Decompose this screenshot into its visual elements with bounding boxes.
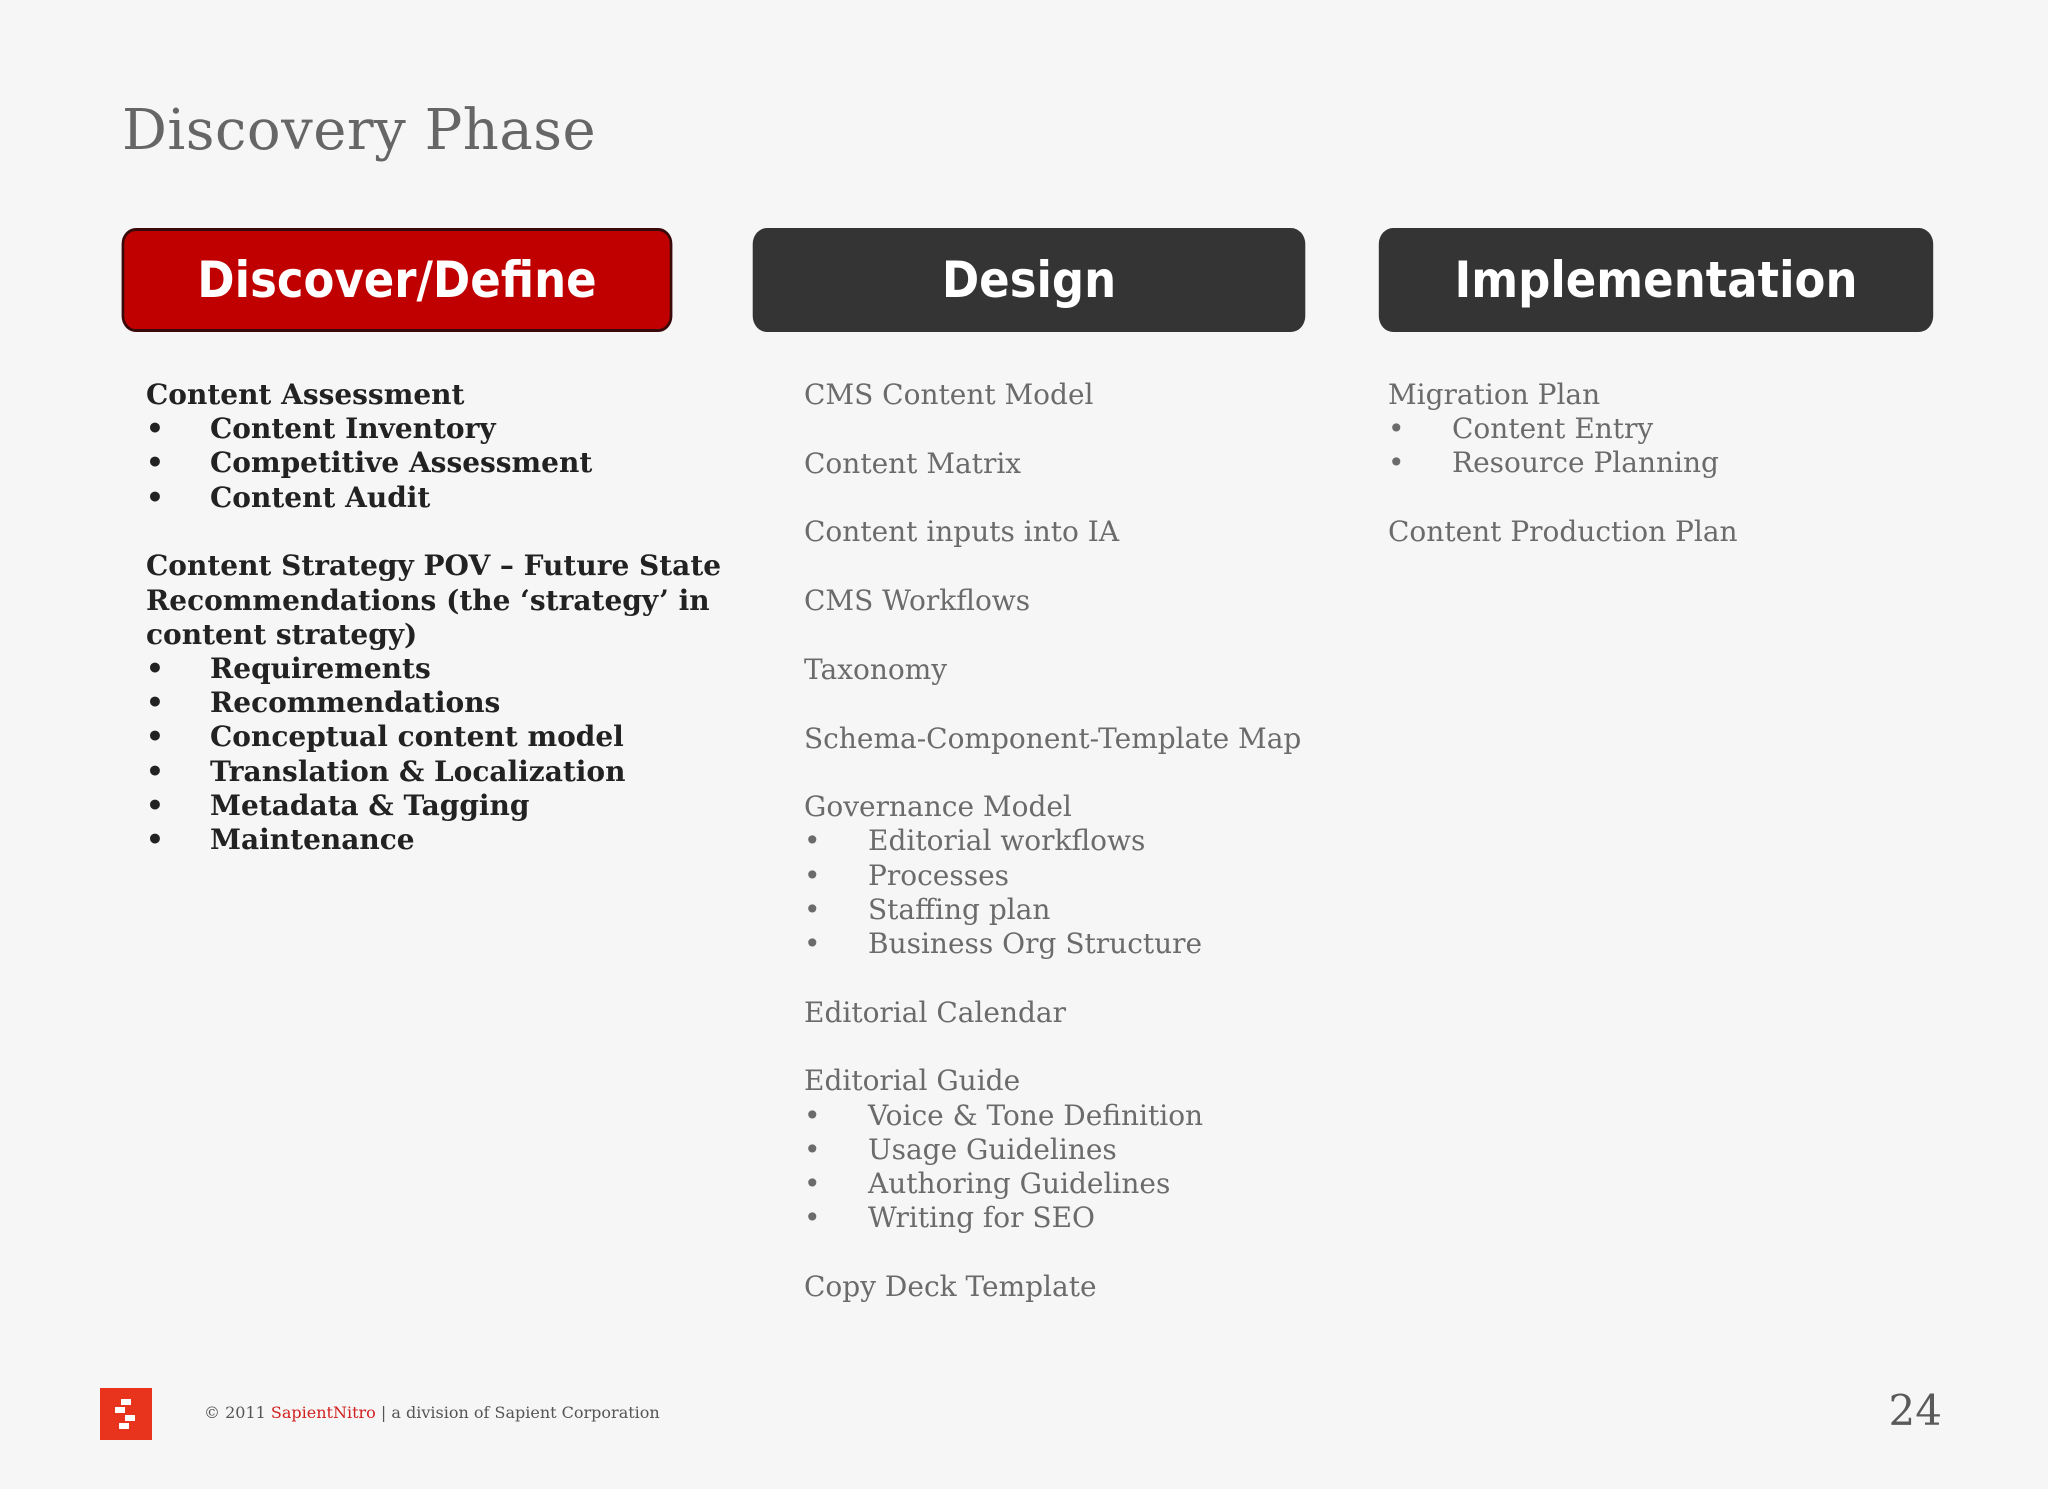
deliverable-group (804, 996, 1364, 1030)
bullet-text: Requirements (210, 651, 431, 685)
bullet-text: Translation & Localization (210, 754, 626, 788)
bullet-item (804, 1133, 1364, 1167)
deliverable-title: Copy Deck Template (804, 1269, 1097, 1303)
bullet-icon: • (804, 858, 821, 892)
deliverable-group (146, 549, 726, 857)
bullet-item (804, 927, 1364, 961)
bullet-text: Content Entry (1452, 412, 1654, 446)
bullet-item (804, 1201, 1364, 1235)
bullet-icon: • (804, 1098, 821, 1132)
bullet-text: Maintenance (210, 822, 415, 856)
deliverable-title: Editorial Calendar (804, 995, 1066, 1029)
deliverable-title: Content Production Plan (1388, 515, 1738, 549)
bullet-text: Authoring Guidelines (868, 1167, 1171, 1201)
bullet-text: Competitive Assessment (210, 446, 593, 480)
bullet-icon: • (146, 446, 164, 480)
bullet-item (1388, 412, 1948, 446)
deliverable-title: Content inputs into IA (804, 515, 1120, 549)
deliverable-group (804, 1064, 1364, 1235)
deliverable-title: Governance Model (804, 790, 1072, 824)
bullet-icon: • (804, 1167, 821, 1201)
bullet-item (804, 824, 1364, 858)
bullet-item (804, 1099, 1364, 1133)
bullet-icon: • (804, 892, 821, 926)
deliverable-title: Migration Plan (1388, 378, 1601, 411)
bullet-item (146, 412, 726, 446)
bullet-text: Voice & Tone Definition (868, 1098, 1204, 1132)
bullet-icon: • (804, 824, 821, 858)
footer-brand: SapientNitro (270, 1403, 376, 1422)
deliverable-group (804, 1270, 1364, 1304)
deliverable-title: Content Matrix (804, 446, 1022, 480)
deliverable-title: Content Strategy POV – Future State Recommendations (the ‘strategy’ in content strategy) (146, 549, 722, 651)
bullet-text: Staffing plan (868, 892, 1051, 926)
bullet-icon: • (146, 651, 164, 685)
bullet-icon: • (804, 1201, 821, 1235)
sapient-logo-icon (100, 1388, 152, 1440)
bullet-item (1388, 446, 1948, 480)
design-column (804, 378, 1364, 1339)
deliverable-group (804, 790, 1364, 961)
bullet-text: Content Inventory (210, 412, 496, 446)
deliverable-group (804, 515, 1364, 549)
implementation-column (1388, 378, 1948, 584)
bullet-text: Conceptual content model (210, 720, 624, 754)
bullet-icon: • (146, 686, 164, 720)
deliverable-group (1388, 515, 1948, 549)
deliverable-title: Content Assessment (146, 378, 465, 411)
discover-define-column (146, 378, 726, 892)
deliverable-group (804, 722, 1364, 756)
deliverable-group (804, 378, 1364, 412)
bullet-text: Content Audit (210, 480, 431, 514)
bullet-text: Editorial workflows (868, 824, 1146, 858)
bullet-item (804, 893, 1364, 927)
deliverable-group (804, 653, 1364, 687)
bullet-item (146, 686, 726, 720)
bullet-icon: • (804, 1132, 821, 1166)
slide-title: Discovery Phase (122, 98, 597, 163)
deliverable-title: CMS Workflows (804, 584, 1031, 618)
phase-tab-implementation: Implementation (1379, 228, 1933, 332)
page-number: 24 (1888, 1386, 1942, 1435)
bullet-item (804, 1167, 1364, 1201)
phase-tab-design: Design (753, 228, 1306, 332)
bullet-item (146, 446, 726, 480)
bullet-icon: • (146, 754, 164, 788)
bullet-text: Recommendations (210, 686, 501, 720)
deliverable-group (804, 584, 1364, 618)
footer-copyright-year: © 2011 (204, 1403, 266, 1422)
bullet-item (146, 720, 726, 754)
bullet-icon: • (1388, 446, 1405, 480)
deliverable-group (146, 378, 726, 515)
bullet-item (146, 823, 726, 857)
bullet-icon: • (146, 822, 164, 856)
bullet-icon: • (146, 720, 164, 754)
bullet-text: Writing for SEO (868, 1201, 1096, 1235)
deliverable-title: CMS Content Model (804, 378, 1094, 411)
bullet-icon: • (146, 788, 164, 822)
bullet-item (804, 859, 1364, 893)
deliverable-group (804, 447, 1364, 481)
bullet-text: Usage Guidelines (868, 1132, 1117, 1166)
bullet-icon: • (146, 480, 164, 514)
deliverable-title: Editorial Guide (804, 1064, 1021, 1098)
bullet-item (146, 755, 726, 789)
bullet-icon: • (1388, 412, 1405, 446)
bullet-item (146, 789, 726, 823)
deliverable-group (1388, 378, 1948, 481)
phase-tab-discover-define: Discover/Define (122, 228, 673, 332)
bullet-icon: • (146, 412, 164, 446)
bullet-text: Resource Planning (1452, 446, 1719, 480)
deliverable-title: Taxonomy (804, 652, 948, 686)
footer-suffix: | a division of Sapient Corporation (380, 1403, 660, 1422)
bullet-item (146, 481, 726, 515)
bullet-text: Business Org Structure (868, 927, 1203, 961)
bullet-text: Processes (868, 858, 1010, 892)
bullet-icon: • (804, 927, 821, 961)
footer-copyright (204, 1403, 660, 1422)
deliverable-title: Schema-Component-Template Map (804, 721, 1302, 755)
bullet-item (146, 652, 726, 686)
bullet-text: Metadata & Tagging (210, 788, 530, 822)
